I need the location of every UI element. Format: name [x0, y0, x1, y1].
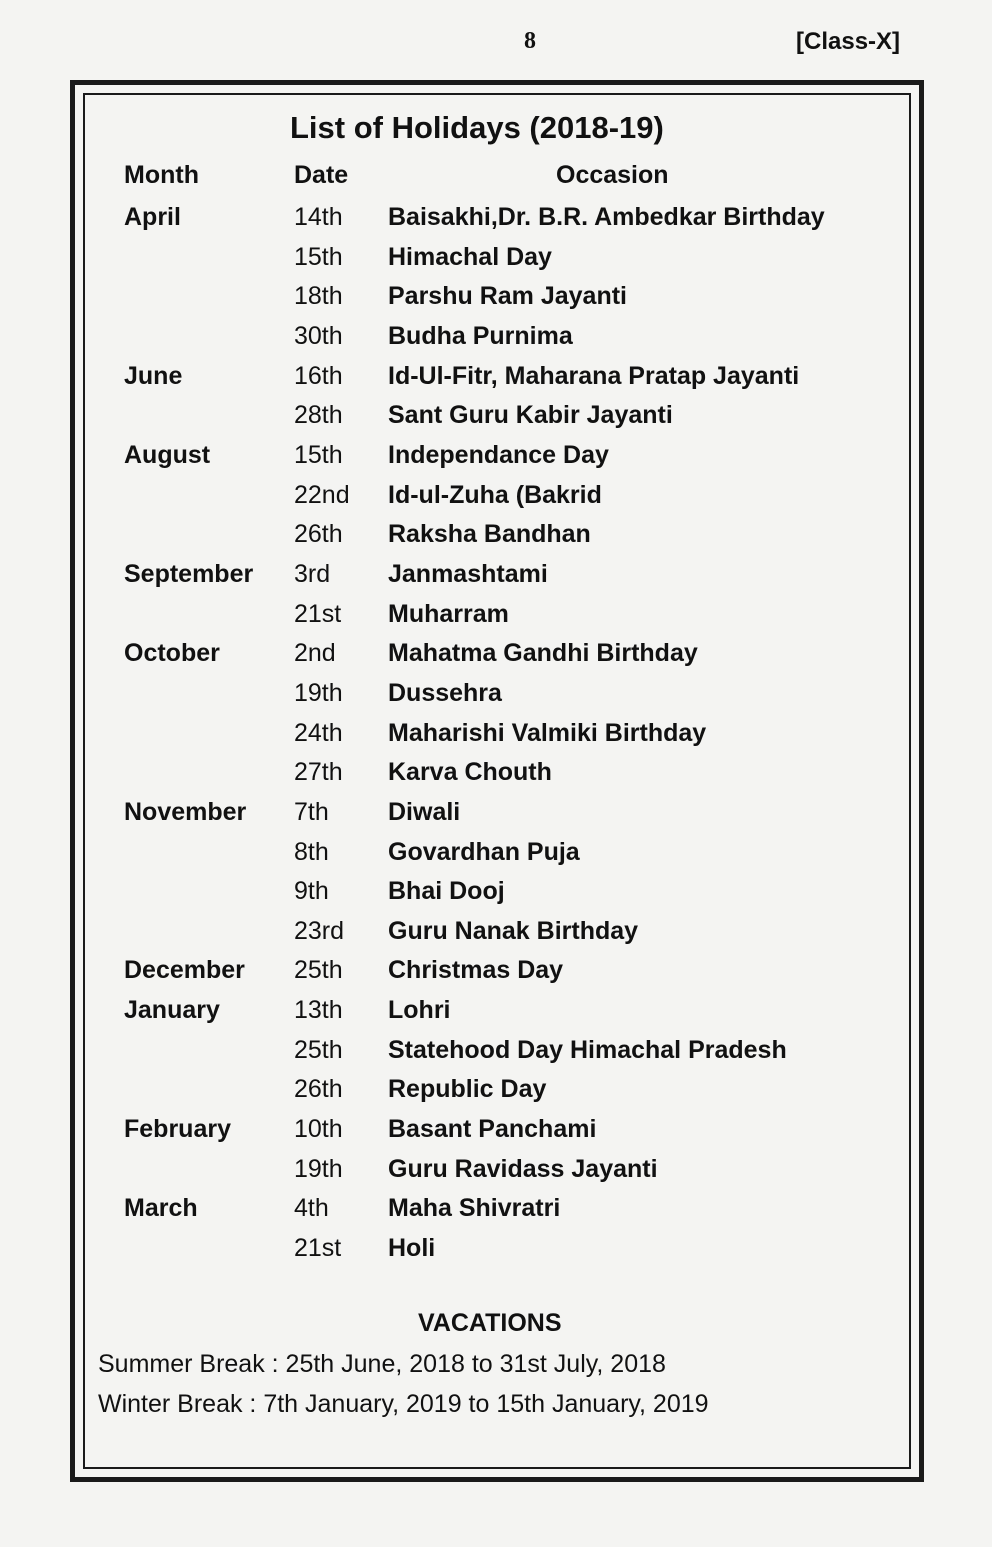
occasion-cell: Budha Purnima	[388, 321, 573, 350]
table-row	[0, 277, 992, 317]
date-cell: 21st	[294, 599, 342, 628]
occasion-cell: Guru Ravidass Jayanti	[388, 1154, 658, 1183]
month-cell: June	[124, 361, 183, 390]
vacations-heading: VACATIONS	[418, 1309, 562, 1337]
date-cell: 13th	[294, 996, 343, 1025]
table-row	[0, 1229, 992, 1269]
table-row	[0, 674, 992, 714]
date-cell: 25th	[294, 1035, 343, 1064]
table-row	[0, 951, 992, 991]
occasion-cell: Maha Shivratri	[388, 1194, 561, 1223]
date-cell: 22nd	[294, 480, 350, 509]
occasion-cell: Mahatma Gandhi Birthday	[388, 639, 698, 668]
occasion-cell: Basant Panchami	[388, 1115, 597, 1144]
occasion-cell: Guru Nanak Birthday	[388, 916, 639, 945]
occasion-cell: Dussehra	[388, 678, 502, 707]
table-row	[0, 238, 992, 278]
month-cell: February	[124, 1115, 231, 1144]
occasion-cell: Diwali	[388, 797, 461, 826]
table-row	[0, 515, 992, 555]
column-header-occasion: Occasion	[556, 161, 669, 189]
table-row	[0, 555, 992, 595]
table-row	[0, 317, 992, 357]
table-row	[0, 1031, 992, 1071]
table-row	[0, 833, 992, 873]
date-cell: 25th	[294, 956, 343, 985]
month-cell: August	[124, 440, 211, 469]
occasion-cell: Govardhan Puja	[388, 837, 580, 866]
occasion-cell: Independance Day	[388, 440, 609, 469]
table-row	[0, 793, 992, 833]
occasion-cell: Bhai Dooj	[388, 877, 505, 906]
date-cell: 30th	[294, 321, 343, 350]
table-row	[0, 912, 992, 952]
occasion-cell: Maharishi Valmiki Birthday	[388, 718, 707, 747]
date-cell: 3rd	[294, 559, 331, 588]
occasion-cell: Christmas Day	[388, 956, 564, 985]
month-cell: December	[124, 956, 245, 985]
month-cell: March	[124, 1194, 198, 1223]
date-cell: 7th	[294, 797, 329, 826]
occasion-cell: Sant Guru Kabir Jayanti	[388, 401, 673, 430]
date-cell: 26th	[294, 520, 343, 549]
date-cell: 14th	[294, 203, 343, 231]
table-row	[0, 714, 992, 754]
table-row	[0, 198, 992, 238]
month-cell: November	[124, 797, 247, 826]
date-cell: 24th	[294, 718, 343, 747]
class-label: [Class-X]	[796, 28, 901, 55]
occasion-cell: Id-ul-Zuha (Bakrid	[388, 480, 602, 509]
table-row	[0, 476, 992, 516]
occasion-cell: Baisakhi,Dr. B.R. Ambedkar Birthday	[388, 203, 825, 231]
date-cell: 19th	[294, 1154, 343, 1183]
holiday-table	[0, 198, 992, 1269]
occasion-cell: Karva Chouth	[388, 758, 552, 787]
page-number: 8	[524, 28, 536, 54]
date-cell: 21st	[294, 1234, 342, 1263]
date-cell: 4th	[294, 1194, 329, 1223]
occasion-cell: Statehood Day Himachal Pradesh	[388, 1035, 787, 1064]
date-cell: 28th	[294, 401, 343, 430]
summer-break-line: Summer Break : 25th June, 2018 to 31st July, 2018	[98, 1350, 666, 1378]
month-cell: September	[124, 559, 254, 588]
table-row	[0, 1150, 992, 1190]
table-row	[0, 634, 992, 674]
table-row	[0, 357, 992, 397]
date-cell: 18th	[294, 282, 343, 311]
table-row	[0, 1189, 992, 1229]
date-cell: 8th	[294, 837, 329, 866]
occasion-cell: Raksha Bandhan	[388, 520, 591, 549]
month-cell: January	[124, 996, 220, 1025]
table-row	[0, 436, 992, 476]
table-row	[0, 872, 992, 912]
date-cell: 15th	[294, 242, 343, 271]
winter-break-line: Winter Break : 7th January, 2019 to 15th January, 2019	[98, 1390, 709, 1418]
date-cell: 9th	[294, 877, 329, 906]
date-cell: 19th	[294, 678, 343, 707]
table-row	[0, 1110, 992, 1150]
date-cell: 10th	[294, 1115, 343, 1144]
month-cell: April	[124, 203, 181, 231]
date-cell: 23rd	[294, 916, 345, 945]
date-cell: 16th	[294, 361, 343, 390]
table-row	[0, 753, 992, 793]
occasion-cell: Parshu Ram Jayanti	[388, 282, 627, 311]
column-header-date: Date	[294, 161, 349, 189]
month-cell: October	[124, 639, 220, 668]
table-row	[0, 991, 992, 1031]
occasion-cell: Janmashtami	[388, 559, 548, 588]
occasion-cell: Holi	[388, 1234, 436, 1263]
occasion-cell: Himachal Day	[388, 242, 552, 271]
occasion-cell: Republic Day	[388, 1075, 547, 1104]
occasion-cell: Id-Ul-Fitr, Maharana Pratap Jayanti	[388, 361, 800, 390]
table-row	[0, 396, 992, 436]
date-cell: 27th	[294, 758, 343, 787]
table-row	[0, 595, 992, 635]
date-cell: 2nd	[294, 639, 336, 668]
occasion-cell: Muharram	[388, 599, 509, 628]
column-header-month: Month	[124, 161, 199, 189]
date-cell: 26th	[294, 1075, 343, 1104]
occasion-cell: Lohri	[388, 996, 451, 1025]
date-cell: 15th	[294, 440, 343, 469]
page-title: List of Holidays (2018-19)	[290, 110, 664, 145]
table-row	[0, 1070, 992, 1110]
